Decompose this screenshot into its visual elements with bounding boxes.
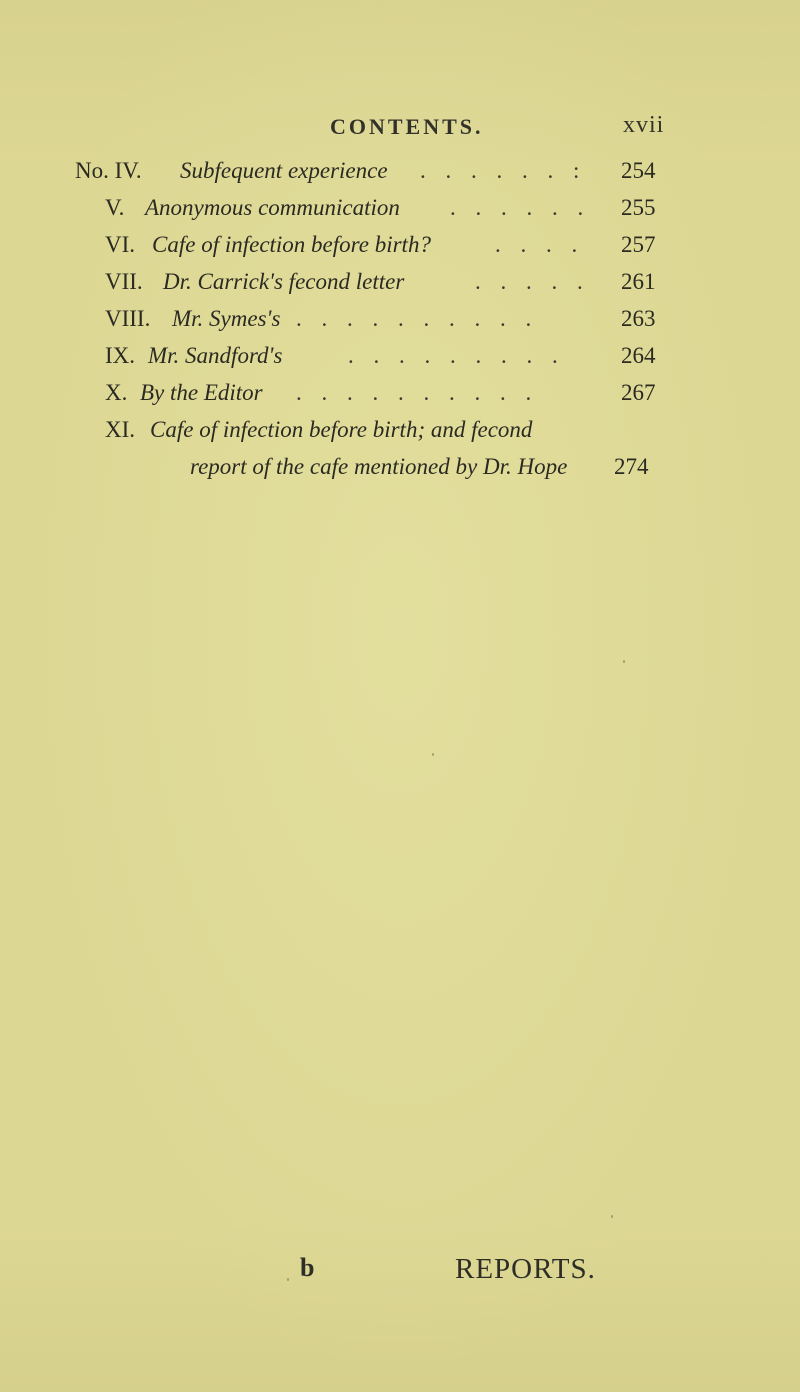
page-number: xvii: [623, 112, 665, 138]
entry-number: XI.: [105, 417, 136, 442]
entry-title: Anonymous communication: [145, 195, 400, 220]
entry-number: X.: [105, 380, 128, 405]
entry-title: Subfequent experience: [180, 158, 388, 183]
running-head: [0, 114, 800, 144]
toc-entry-continuation: [0, 448, 800, 485]
toc-entry: [0, 263, 800, 300]
page-footer: [0, 1253, 800, 1293]
toc-entry: [0, 189, 800, 226]
dot-leader: . . . . . . :: [420, 158, 587, 183]
running-title: CONTENTS.: [330, 114, 484, 139]
entry-page: 274: [614, 454, 649, 479]
toc-entry: [0, 374, 800, 411]
entry-title: By the Editor: [140, 380, 263, 405]
dot-leader: . . . .: [495, 232, 585, 257]
toc-entry: [0, 300, 800, 337]
dot-leader: . . . . .: [475, 269, 590, 294]
entry-number: IX.: [105, 343, 136, 368]
entry-page: 254: [621, 158, 656, 183]
toc-entry: [0, 411, 800, 448]
entry-page: 263: [621, 306, 656, 331]
entry-title: Mr. Sandford's: [148, 343, 283, 368]
entry-title: Cafe of infection before birth; and fecond: [150, 417, 533, 442]
entry-number: V.: [105, 195, 125, 220]
entry-number: VIII.: [105, 306, 151, 331]
entry-title: Mr. Symes's: [172, 306, 281, 331]
entry-page: 257: [621, 232, 656, 257]
signature-mark: b: [300, 1253, 315, 1282]
paper-speck: [623, 660, 625, 663]
entry-number: No. IV.: [75, 158, 142, 183]
dot-leader: . . . . . .: [450, 195, 591, 220]
entry-page: 255: [621, 195, 656, 220]
toc-entry: [0, 226, 800, 263]
entry-title: report of the cafe mentioned by Dr. Hope: [190, 454, 568, 479]
paper-speck: [287, 1278, 289, 1281]
catchword: REPORTS.: [455, 1253, 596, 1285]
toc-entry: [0, 337, 800, 374]
entry-number: VI.: [105, 232, 136, 257]
dot-leader: . . . . . . . . .: [348, 343, 565, 368]
paper-speck: [611, 1215, 613, 1218]
dot-leader: . . . . . . . . . .: [296, 380, 539, 405]
entry-page: 261: [621, 269, 656, 294]
dot-leader: . . . . . . . . . .: [296, 306, 539, 331]
toc-entry: [0, 152, 800, 189]
contents-list: [0, 152, 800, 485]
paper-speck: [432, 753, 434, 756]
entry-page: 267: [621, 380, 656, 405]
entry-title: Dr. Carrick's fecond letter: [163, 269, 405, 294]
entry-page: 264: [621, 343, 656, 368]
entry-title: Cafe of infection before birth?: [152, 232, 431, 257]
entry-number: VII.: [105, 269, 143, 294]
